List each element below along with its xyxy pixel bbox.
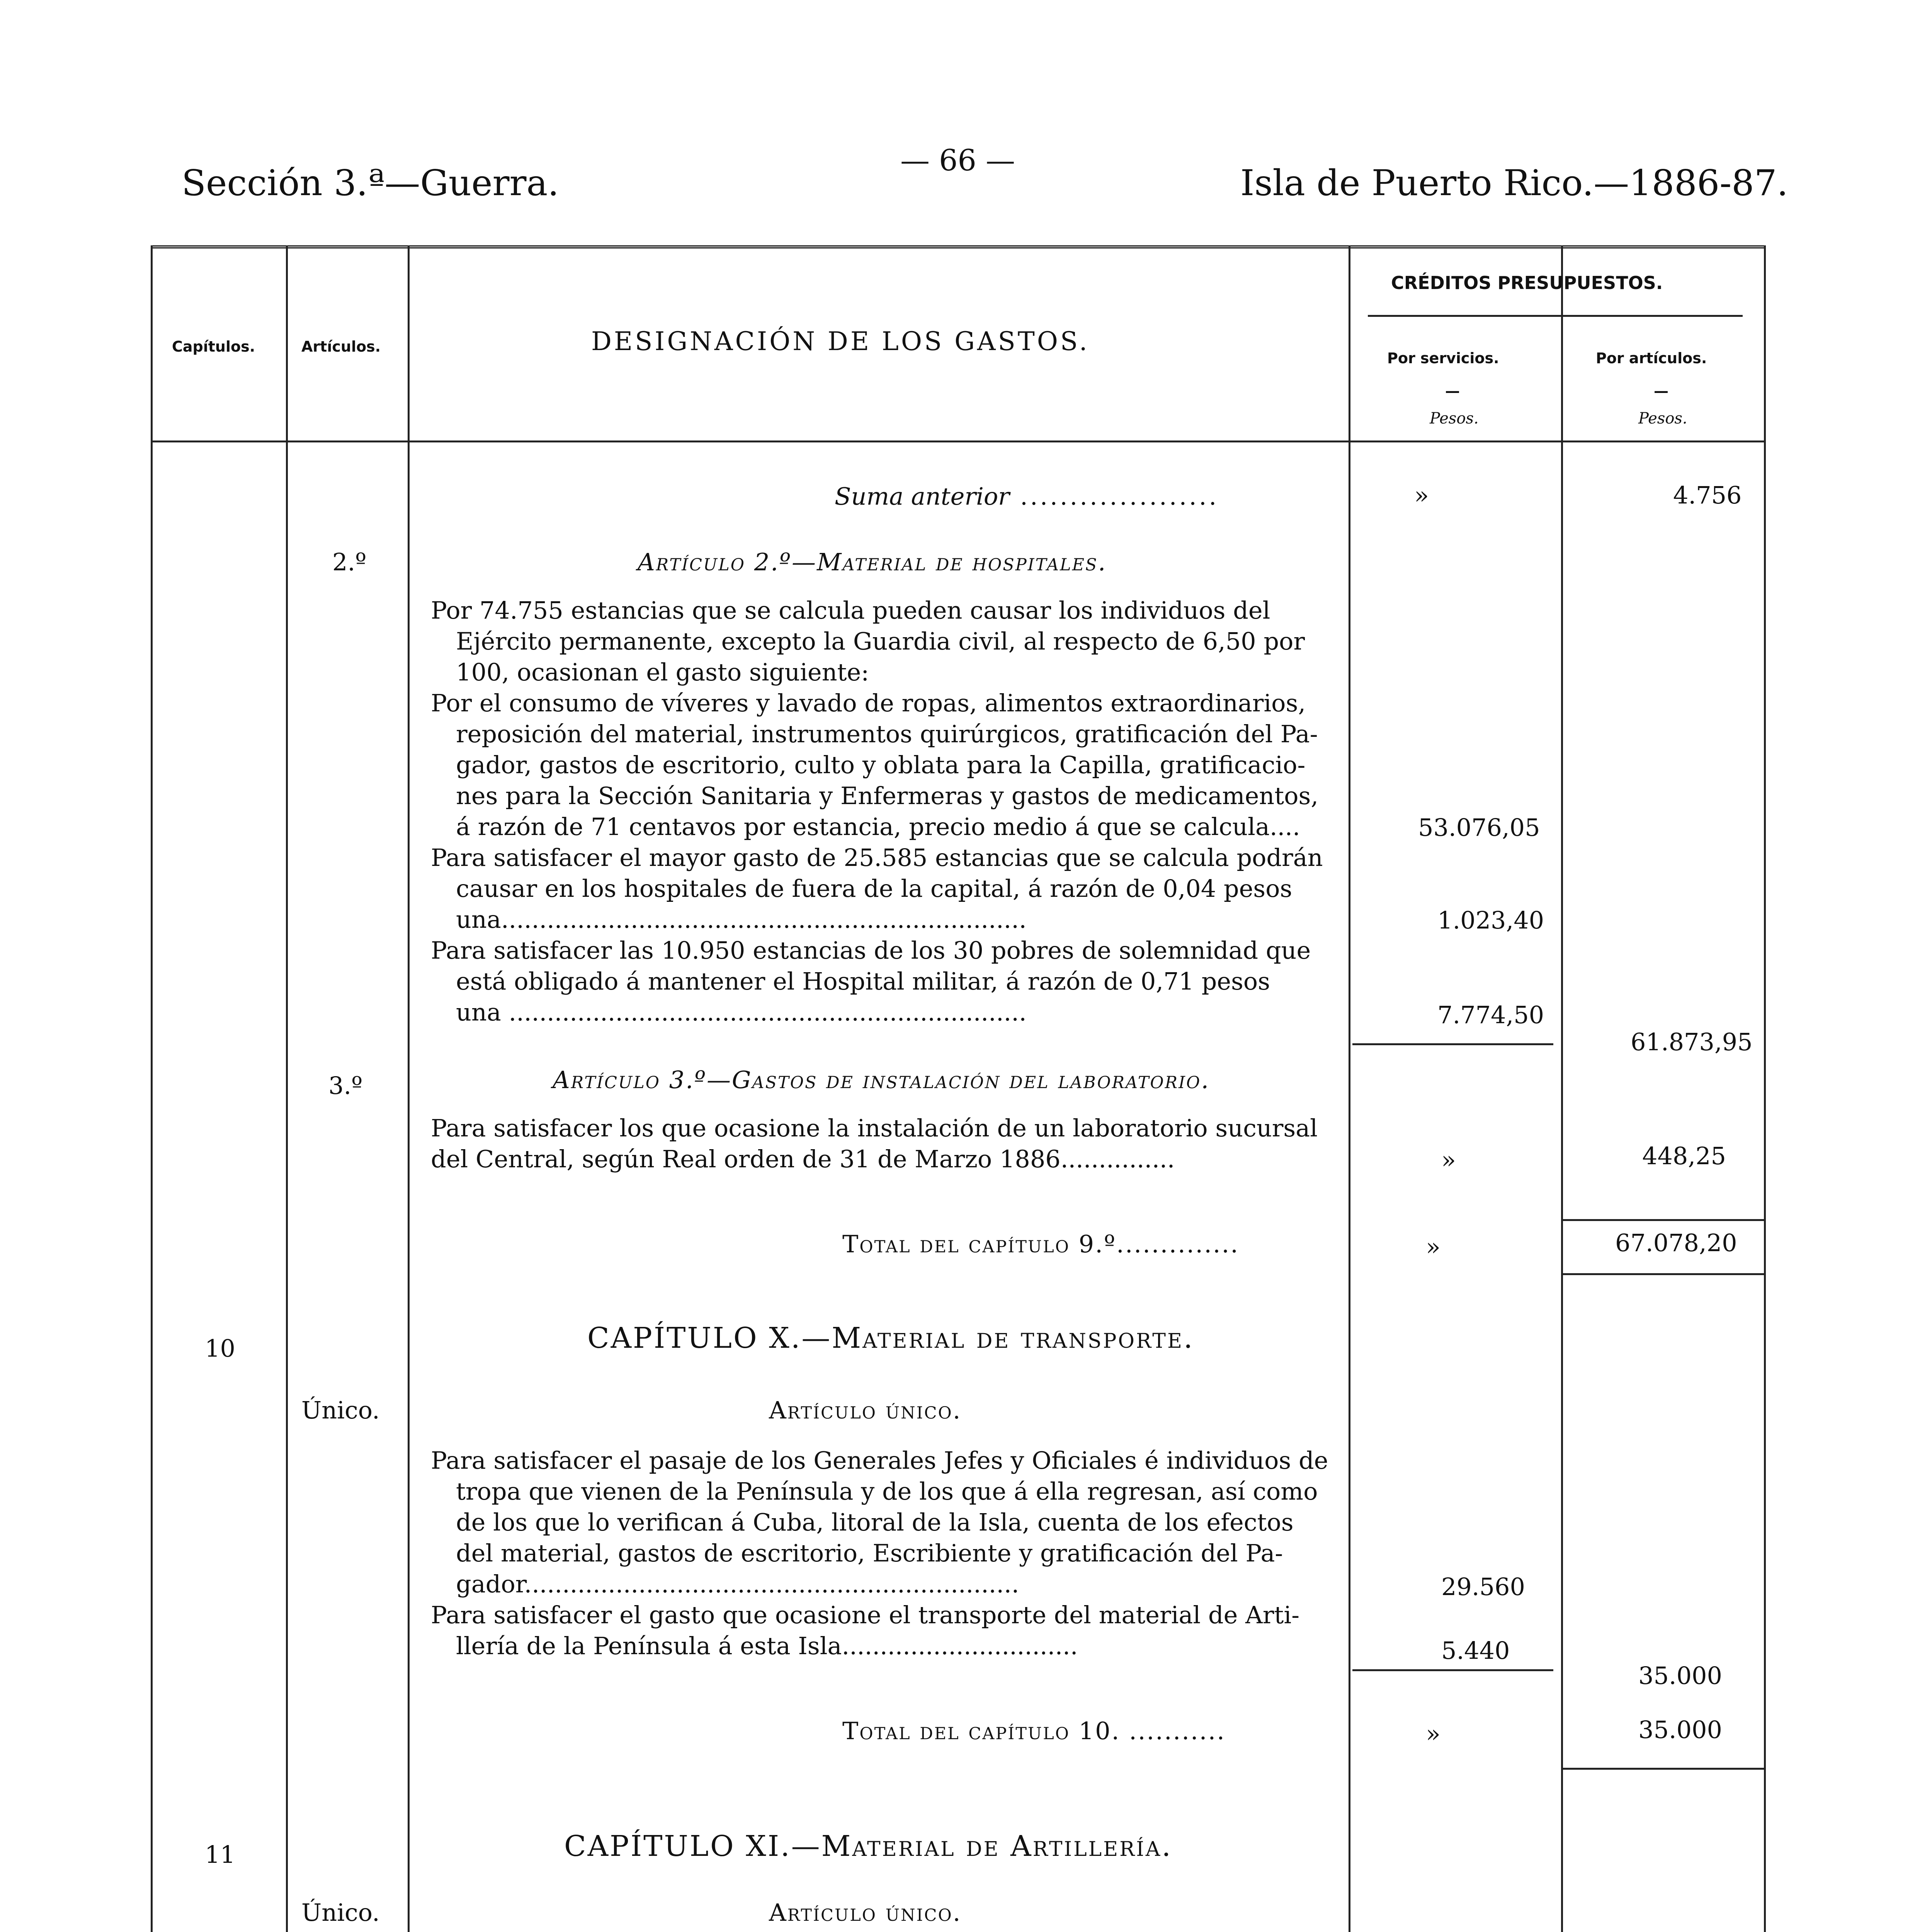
art2-amount: 53.076,05 <box>1418 813 1540 842</box>
creditos-rule <box>1368 315 1743 317</box>
cap10-amount: 29.560 <box>1441 1573 1525 1601</box>
art2-number: 2.º <box>332 548 367 576</box>
total9-label: Total del capítulo 9.º.............. <box>842 1230 1239 1258</box>
section-header: Sección 3.ª—Guerra. <box>182 162 559 204</box>
cap10-amount: 5.440 <box>1441 1636 1510 1665</box>
art3-line: del Central, según Real orden de 31 de Marzo 1886............... <box>431 1145 1175 1173</box>
cap10-number: 10 <box>205 1334 235 1362</box>
total9-bottom-rule <box>1561 1273 1764 1275</box>
total9-rule <box>1561 1219 1764 1221</box>
cap11-article-title: Artículo único. <box>769 1898 962 1927</box>
art2-total: 61.873,95 <box>1631 1028 1753 1056</box>
art2-line: nes para la Sección Sanitaria y Enfermeras y gastos de medicamentos, <box>456 782 1318 810</box>
art3-title: Artículo 3.º—Gastos de instalación del laboratorio. <box>553 1066 1210 1094</box>
cap10-sum-rule <box>1352 1669 1553 1671</box>
col-pesos-articulos: Pesos. <box>1638 410 1687 427</box>
cap10-line: llería de la Península á esta Isla............................... <box>456 1632 1078 1660</box>
col-divider-designacion <box>1349 245 1350 1932</box>
cap10-line: Para satisfacer el pasaje de los Generales Jefes y Oficiales é individuos de <box>431 1446 1328 1475</box>
art2-line: causar en los hospitales de fuera de la capital, á razón de 0,04 pesos <box>456 874 1293 903</box>
cap10-subtotal: 35.000 <box>1638 1662 1722 1690</box>
art3-number: 3.º <box>328 1071 363 1100</box>
art2-line: Por 74.755 estancias que se calcula pueden causar los individuos del <box>431 596 1270 624</box>
col-articulos: Artículos. <box>301 338 381 355</box>
art2-line: Ejército permanente, excepto la Guardia civil, al respecto de 6,50 por <box>456 627 1305 655</box>
cap11-number: 11 <box>205 1840 235 1869</box>
col-designacion: DESIGNACIÓN DE LOS GASTOS. <box>591 327 1090 356</box>
art2-amount: 7.774,50 <box>1437 1001 1544 1029</box>
page-number: — 66 — <box>900 143 1015 177</box>
header-bottom-rule <box>151 440 1766 442</box>
col-divider-servicios <box>1561 245 1563 1932</box>
cap10-total-servicios: » <box>1426 1719 1440 1748</box>
art2-line: una .................................................................... <box>456 998 1027 1026</box>
dot-leader: .................... <box>1020 482 1219 510</box>
cap10-line: de los que lo verifican á Cuba, litoral de la Isla, cuenta de los efectos <box>456 1508 1294 1536</box>
art2-line: gador, gastos de escritorio, culto y oblata para la Capilla, gratificacio- <box>456 751 1306 779</box>
table-right-border <box>1764 245 1766 1932</box>
suma-anterior-servicios: » <box>1414 481 1429 509</box>
art3-servicios: » <box>1441 1146 1456 1174</box>
col-divider-articulos <box>408 245 410 1932</box>
art2-line: 100, ocasionan el gasto siguiente: <box>456 658 869 686</box>
island-header: Isla de Puerto Rico.—1886-87. <box>1240 162 1788 204</box>
col-por-servicios: Por servicios. <box>1387 350 1499 367</box>
col-capitulos: Capítulos. <box>172 338 255 355</box>
cap10-line: gador................................................................. <box>456 1570 1019 1598</box>
cap10-bottom-rule <box>1561 1768 1764 1770</box>
col-dash-articulos: — <box>1654 383 1668 400</box>
cap10-total-label: Total del capítulo 10. ........... <box>842 1717 1226 1745</box>
table-top-border <box>151 245 1766 248</box>
col-creditos: CRÉDITOS PRESUPUESTOS. <box>1391 272 1663 293</box>
art3-line: Para satisfacer los que ocasione la instalación de un laboratorio sucursal <box>431 1114 1318 1142</box>
col-dash-servicios: — <box>1445 383 1460 400</box>
art2-line: está obligado á mantener el Hospital militar, á razón de 0,71 pesos <box>456 967 1270 995</box>
cap11-title: CAPÍTULO XI.—Material de Artillería. <box>564 1830 1172 1863</box>
art2-line: Para satisfacer las 10.950 estancias de los 30 pobres de solemnidad que <box>431 936 1311 964</box>
total9-articulos: 67.078,20 <box>1615 1229 1737 1257</box>
art2-line: una..................................................................... <box>456 905 1027 934</box>
art2-line: reposición del material, instrumentos quirúrgicos, gratificación del Pa- <box>456 720 1318 748</box>
cap10-line: del material, gastos de escritorio, Escribiente y gratificación del Pa- <box>456 1539 1283 1567</box>
art3-articulos: 448,25 <box>1642 1142 1726 1170</box>
cap10-total: 35.000 <box>1638 1716 1722 1744</box>
art2-amount: 1.023,40 <box>1437 906 1544 934</box>
art2-line: Por el consumo de víveres y lavado de ropas, alimentos extraordinarios, <box>431 689 1306 717</box>
art2-title: Artículo 2.º—Material de hospitales. <box>638 548 1107 576</box>
cap10-article: Único. <box>301 1396 380 1424</box>
suma-anterior-label: Suma anterior <box>835 482 1010 510</box>
cap10-article-title: Artículo único. <box>769 1396 962 1424</box>
cap11-article: Único. <box>301 1898 380 1927</box>
cap10-line: tropa que vienen de la Península y de los que á ella regresan, así como <box>456 1477 1318 1505</box>
cap10-title: CAPÍTULO X.—Material de transporte. <box>587 1321 1194 1355</box>
col-por-articulos: Por artículos. <box>1596 350 1707 367</box>
col-divider-capitulos <box>286 245 288 1932</box>
col-pesos-servicios: Pesos. <box>1430 410 1479 427</box>
table-left-border <box>151 245 153 1932</box>
cap10-line: Para satisfacer el gasto que ocasione el transporte del material de Arti- <box>431 1601 1300 1629</box>
total9-servicios: » <box>1426 1233 1440 1261</box>
art2-sum-rule <box>1352 1043 1553 1045</box>
suma-anterior-articulos: 4.756 <box>1673 481 1742 509</box>
art2-line: Para satisfacer el mayor gasto de 25.585 estancias que se calcula podrán <box>431 844 1323 872</box>
art2-line: á razón de 71 centavos por estancia, precio medio á que se calcula.... <box>456 813 1300 841</box>
